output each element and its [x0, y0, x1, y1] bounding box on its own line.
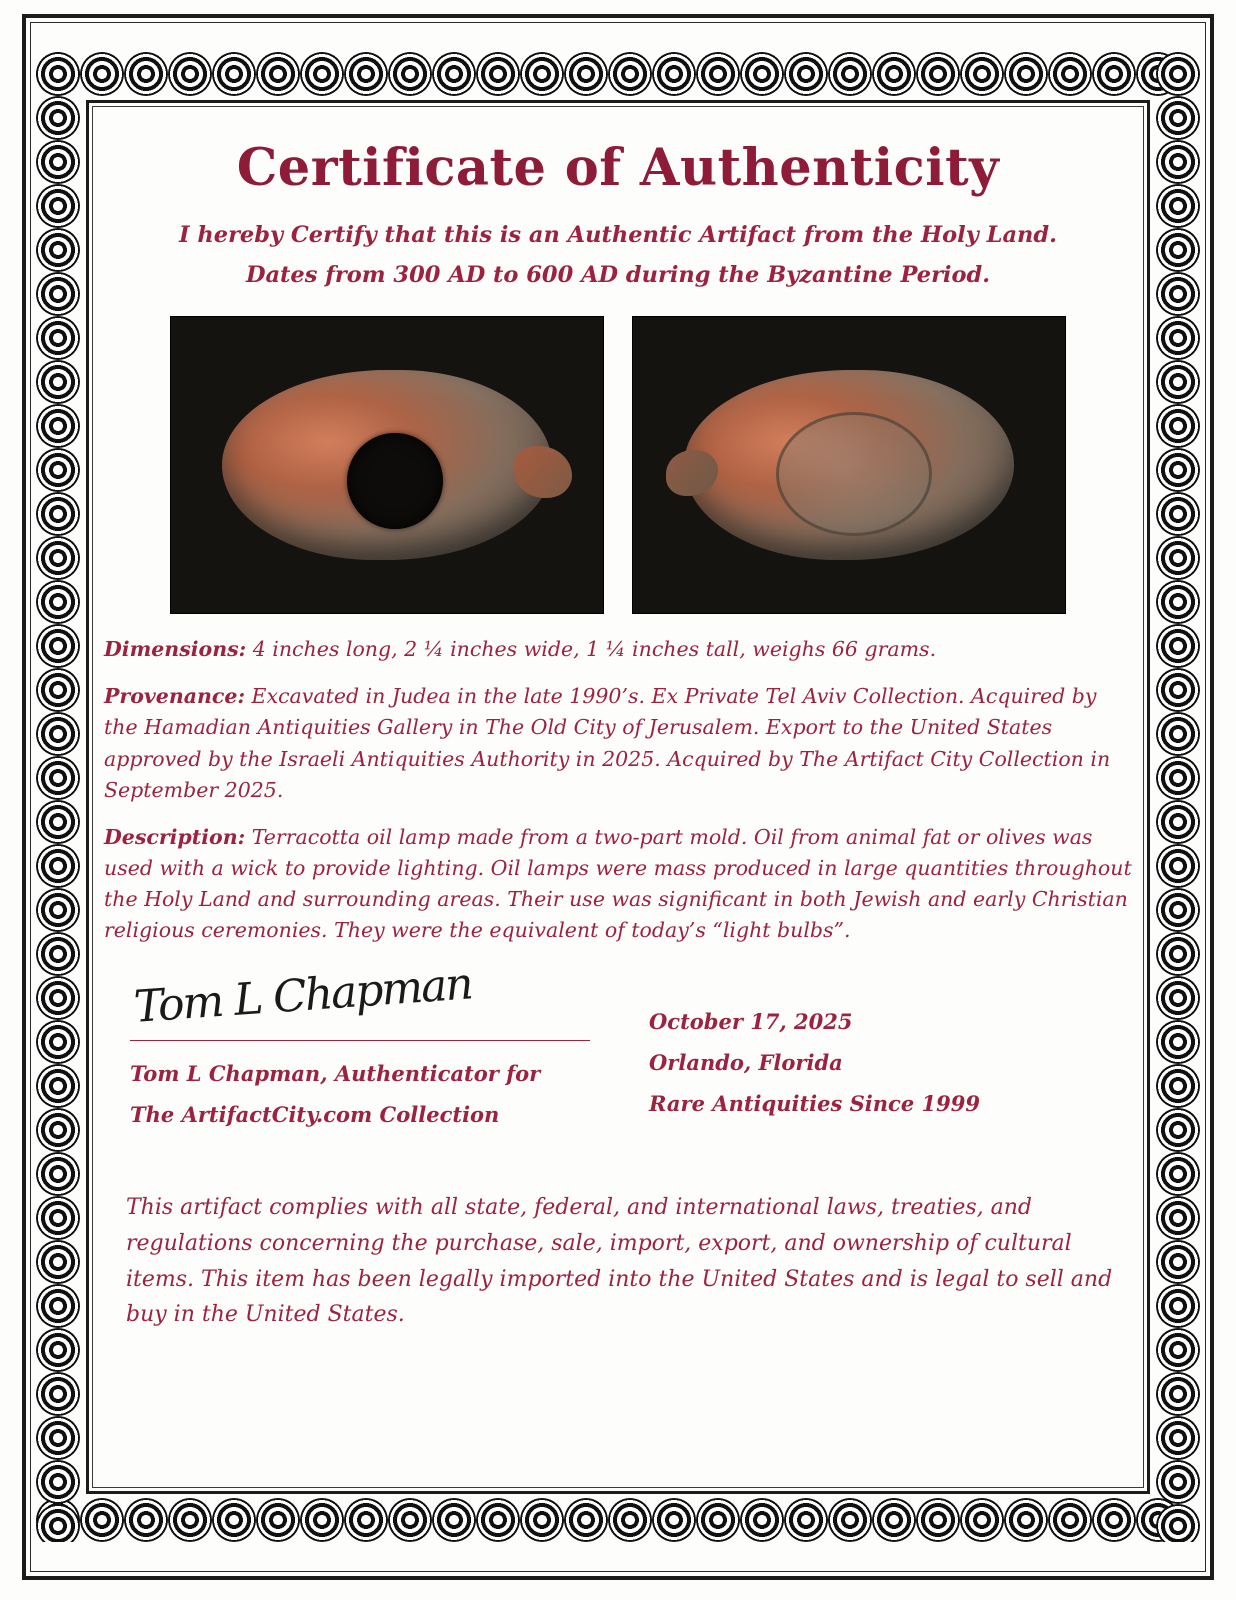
signature-left-column	[130, 1054, 630, 1136]
border-ring-ornament	[80, 1498, 124, 1542]
border-ring-ornament	[36, 624, 80, 668]
border-ring-ornament	[36, 580, 80, 624]
border-ring-ornament	[1156, 1196, 1200, 1240]
border-ring-ornament	[36, 1020, 80, 1064]
certify-statement-line-1: I hereby Certify that this is an Authentic Artifact from the Holy Land.	[179, 221, 1057, 248]
border-ring-ornament	[784, 1498, 828, 1542]
border-ring-ornament	[1004, 52, 1048, 96]
border-ring-ornament	[256, 1498, 300, 1542]
border-ring-ornament	[212, 52, 256, 96]
border-ring-ornament	[432, 1498, 476, 1542]
provenance-label: Provenance:	[104, 684, 246, 709]
border-ring-ornament	[828, 1498, 872, 1542]
border-ring-ornament	[1156, 844, 1200, 888]
border-ring-ornament	[1156, 52, 1200, 96]
border-ring-ornament	[80, 52, 124, 96]
border-ring-ornament	[1156, 712, 1200, 756]
border-ring-ornament	[652, 52, 696, 96]
border-ring-ornament	[36, 932, 80, 976]
authenticator-name: Tom L Chapman, Authenticator for	[130, 1061, 541, 1087]
border-ring-ornament	[1156, 448, 1200, 492]
certificate-content	[104, 120, 1132, 1476]
border-ring-ornament	[388, 1498, 432, 1542]
border-ring-ornament	[740, 52, 784, 96]
border-ring-ornament	[872, 1498, 916, 1542]
border-ring-ornament	[1156, 1152, 1200, 1196]
dimensions-field	[104, 634, 1132, 665]
border-ring-ornament	[476, 52, 520, 96]
provenance-field	[104, 681, 1132, 806]
border-ring-ornament	[36, 888, 80, 932]
authenticator-organization: The ArtifactCity.com Collection	[130, 1102, 500, 1128]
border-ring-ornament	[344, 1498, 388, 1542]
border-ring-ornament	[256, 52, 300, 96]
border-ring-ornament	[36, 1504, 80, 1542]
border-ring-ornament	[124, 52, 168, 96]
border-ring-ornament	[520, 52, 564, 96]
border-ring-ornament	[872, 52, 916, 96]
border-ring-ornament	[36, 1196, 80, 1240]
border-ring-ornament	[1156, 1064, 1200, 1108]
border-ring-ornament	[1156, 536, 1200, 580]
border-ring-ornament	[344, 52, 388, 96]
border-ring-ornament	[1156, 316, 1200, 360]
artifact-photo-row	[104, 316, 1132, 614]
border-ring-ornament	[36, 668, 80, 712]
border-ring-ornament	[1156, 668, 1200, 712]
border-ring-ornament	[1156, 1372, 1200, 1416]
border-ring-ornament	[36, 96, 80, 140]
border-ring-ornament	[960, 52, 1004, 96]
border-ring-ornament	[916, 1498, 960, 1542]
border-ring-ornament	[300, 52, 344, 96]
decorative-ring-border-bottom	[36, 1498, 1200, 1542]
signature-location: Orlando, Florida	[649, 1050, 843, 1076]
provenance-value: Excavated in Judea in the late 1990’s. Ex Private Tel Aviv Collection. Acquired by the Hamadian Antiquities Gallery in The Old City of Jerusalem. Export to the United States approved by the Israeli Antiquities Authority in 2025. Acquired by The Artifact City Collection in September 2025.	[104, 684, 1111, 802]
border-ring-ornament	[828, 52, 872, 96]
border-ring-ornament	[960, 1498, 1004, 1542]
border-ring-ornament	[388, 52, 432, 96]
border-ring-ornament	[916, 52, 960, 96]
border-ring-ornament	[36, 1240, 80, 1284]
border-ring-ornament	[36, 492, 80, 536]
page-title: Certificate of Authenticity	[236, 138, 1000, 198]
border-ring-ornament	[1156, 1328, 1200, 1372]
border-ring-ornament	[36, 316, 80, 360]
border-ring-ornament	[36, 184, 80, 228]
border-ring-ornament	[1048, 52, 1092, 96]
signature-mark: Tom L Chapman	[132, 958, 474, 1034]
border-ring-ornament	[784, 52, 828, 96]
border-ring-ornament	[1156, 184, 1200, 228]
border-ring-ornament	[36, 976, 80, 1020]
border-ring-ornament	[696, 1498, 740, 1542]
border-ring-ornament	[1156, 756, 1200, 800]
description-value: Terracotta oil lamp made from a two-part mold. Oil from animal fat or olives was used with a wick to provide lighting. Oil lamps were mass produced in large quantities throughout the Holy Land and surrounding areas. Their use was significant in both Jewish and early Christian religious ceremonies. They were the equivalent of today’s “light bulbs”.	[104, 824, 1132, 943]
artifact-photo-bottom-view	[632, 316, 1066, 614]
border-ring-ornament	[1156, 1108, 1200, 1152]
border-ring-ornament	[36, 844, 80, 888]
border-ring-ornament	[1156, 1240, 1200, 1284]
signature-right-column	[649, 1002, 1109, 1125]
decorative-ring-border-top	[36, 52, 1200, 96]
border-ring-ornament	[1048, 1498, 1092, 1542]
border-ring-ornament	[36, 536, 80, 580]
border-ring-ornament	[36, 404, 80, 448]
border-ring-ornament	[520, 1498, 564, 1542]
border-ring-ornament	[696, 52, 740, 96]
dimensions-label: Dimensions:	[104, 637, 247, 662]
border-ring-ornament	[36, 140, 80, 184]
border-ring-ornament	[36, 1108, 80, 1152]
border-ring-ornament	[36, 800, 80, 844]
border-ring-ornament	[1156, 624, 1200, 668]
border-ring-ornament	[740, 1498, 784, 1542]
border-ring-ornament	[652, 1498, 696, 1542]
signature-area	[104, 958, 1132, 1142]
border-ring-ornament	[476, 1498, 520, 1542]
border-ring-ornament	[36, 712, 80, 756]
signature-rule	[130, 1040, 590, 1041]
border-ring-ornament	[1092, 52, 1136, 96]
border-ring-ornament	[608, 52, 652, 96]
border-ring-ornament	[1156, 580, 1200, 624]
border-ring-ornament	[36, 272, 80, 316]
border-ring-ornament	[36, 1460, 80, 1504]
border-ring-ornament	[1156, 404, 1200, 448]
border-ring-ornament	[564, 1498, 608, 1542]
border-ring-ornament	[36, 1372, 80, 1416]
border-ring-ornament	[36, 1064, 80, 1108]
border-ring-ornament	[432, 52, 476, 96]
border-ring-ornament	[212, 1498, 256, 1542]
border-ring-ornament	[1156, 360, 1200, 404]
border-ring-ornament	[36, 1152, 80, 1196]
oil-lamp-image-bottom	[684, 370, 1014, 560]
border-ring-ornament	[1156, 976, 1200, 1020]
border-ring-ornament	[124, 1498, 168, 1542]
border-ring-ornament	[1156, 228, 1200, 272]
decorative-ring-border-right	[1156, 52, 1200, 1542]
artifact-photo-top-view	[170, 316, 604, 614]
certify-statement-line-2: Dates from 300 AD to 600 AD during the Byzantine Period.	[245, 261, 991, 288]
border-ring-ornament	[36, 360, 80, 404]
border-ring-ornament	[1156, 1020, 1200, 1064]
border-ring-ornament	[1156, 96, 1200, 140]
border-ring-ornament	[36, 1416, 80, 1460]
border-ring-ornament	[1004, 1498, 1048, 1542]
border-ring-ornament	[1156, 1504, 1200, 1542]
border-ring-ornament	[1156, 800, 1200, 844]
border-ring-ornament	[608, 1498, 652, 1542]
border-ring-ornament	[1156, 888, 1200, 932]
border-ring-ornament	[36, 1284, 80, 1328]
border-ring-ornament	[36, 448, 80, 492]
oil-lamp-image-top	[222, 370, 552, 560]
border-ring-ornament	[168, 52, 212, 96]
border-ring-ornament	[1156, 272, 1200, 316]
border-ring-ornament	[1156, 1284, 1200, 1328]
border-ring-ornament	[1092, 1498, 1136, 1542]
legal-compliance-text: This artifact complies with all state, federal, and international laws, treaties, and regulations concerning the purchase, sale, import, export, and ownership of cultural items. This item has been legally imported into the United States and is legal to sell and buy in the United States.	[126, 1195, 1113, 1328]
border-ring-ornament	[1156, 1416, 1200, 1460]
border-ring-ornament	[36, 228, 80, 272]
border-ring-ornament	[168, 1498, 212, 1542]
signature-date: October 17, 2025	[649, 1009, 853, 1035]
company-tagline: Rare Antiquities Since 1999	[649, 1091, 980, 1117]
border-ring-ornament	[1156, 492, 1200, 536]
border-ring-ornament	[36, 1328, 80, 1372]
border-ring-ornament	[1156, 140, 1200, 184]
border-ring-ornament	[1156, 1460, 1200, 1504]
description-field	[104, 822, 1132, 947]
border-ring-ornament	[564, 52, 608, 96]
border-ring-ornament	[36, 52, 80, 96]
dimensions-value: 4 inches long, 2 ¼ inches wide, 1 ¼ inches tall, weighs 66 grams.	[246, 637, 937, 662]
border-ring-ornament	[300, 1498, 344, 1542]
description-label: Description:	[104, 824, 246, 849]
border-ring-ornament	[36, 756, 80, 800]
decorative-ring-border-left	[36, 52, 80, 1542]
border-ring-ornament	[1156, 932, 1200, 976]
